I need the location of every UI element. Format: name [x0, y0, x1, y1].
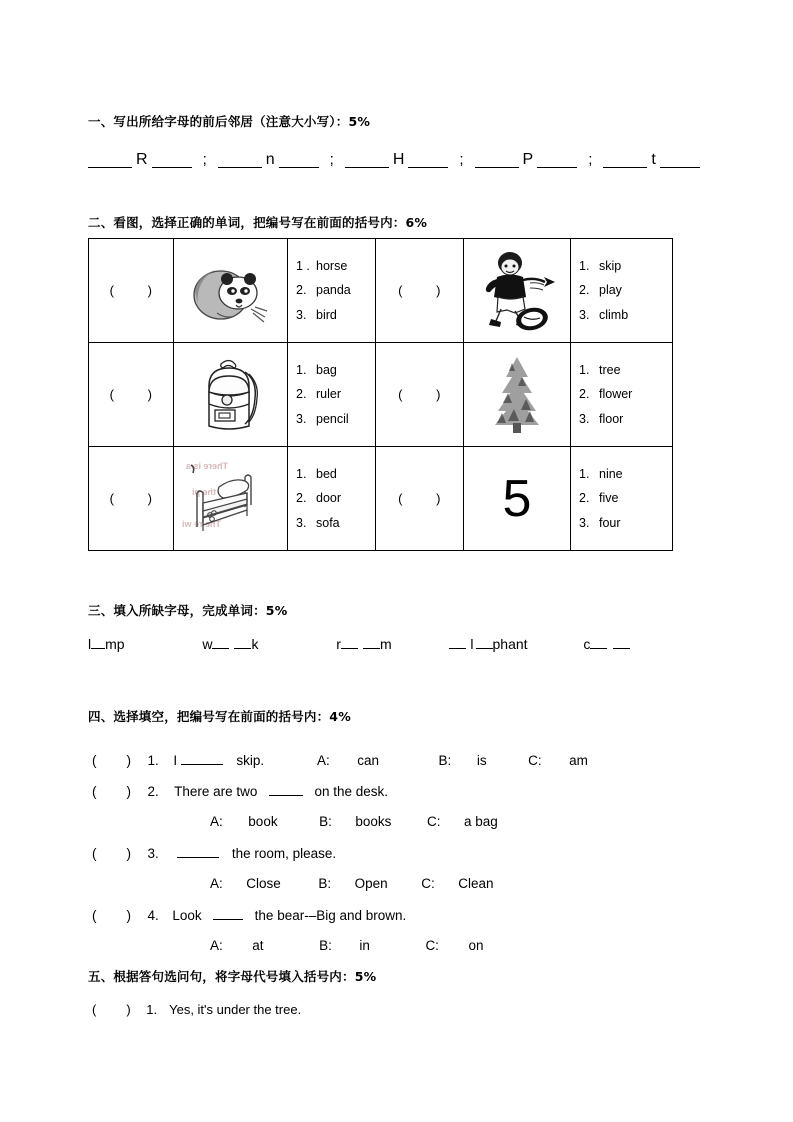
letter-blank	[476, 636, 493, 649]
question-stem-pre: There are two	[174, 784, 258, 799]
answer-paren[interactable]	[92, 784, 136, 799]
answer-paren-cell-4[interactable]	[376, 343, 464, 447]
word-blank-elephant[interactable]	[449, 636, 527, 652]
bed-icon	[183, 459, 279, 539]
mc-question-3	[92, 845, 336, 861]
option-number: 2.	[579, 387, 590, 402]
item-number: 1.	[146, 1002, 158, 1017]
word-prefix: c	[583, 636, 591, 652]
neighbour-group-4	[475, 152, 578, 168]
option-number: 1.	[296, 362, 307, 377]
option-number: 2.	[296, 491, 307, 506]
word-suffix: mp	[105, 636, 125, 652]
blank-after-letter-2	[279, 153, 319, 168]
neighbour-group-2	[218, 152, 319, 168]
blank-before-letter-1	[88, 153, 132, 168]
option-text[interactable]: book	[248, 814, 278, 829]
word-middle: l	[470, 636, 474, 652]
blank-after-letter-4	[537, 153, 577, 168]
option-word: sofa	[316, 515, 340, 530]
option-number: 2.	[579, 491, 590, 506]
picture-cell-schoolbag	[174, 343, 288, 447]
option-label: C:	[421, 876, 435, 891]
panda-icon	[181, 251, 281, 331]
option-number: 2.	[296, 387, 307, 402]
answer-paren-cell-1[interactable]	[89, 239, 174, 343]
question-number: 3.	[147, 846, 159, 861]
option-label: A:	[210, 938, 223, 953]
options-cell-4	[571, 343, 673, 447]
given-letter-4: P	[522, 151, 534, 168]
letter-blank	[341, 636, 358, 649]
paren-open: (	[92, 784, 97, 799]
word-suffix: k	[251, 636, 259, 652]
option-row[interactable]	[579, 254, 672, 278]
answer-blank	[177, 845, 219, 858]
letter-blank	[449, 636, 466, 649]
options-cell-5	[288, 447, 376, 551]
given-letter-1: R	[136, 151, 148, 168]
paren-open: (	[109, 491, 115, 506]
letter-blank	[363, 636, 380, 649]
question-number: 2.	[147, 784, 159, 799]
option-word: play	[599, 283, 622, 298]
word-blank-work[interactable]	[202, 636, 258, 652]
neighbour-group-1	[88, 152, 192, 168]
option-row[interactable]	[579, 303, 672, 327]
option-number: 1.	[296, 466, 307, 481]
option-number: 1.	[579, 258, 590, 273]
option-word: horse	[316, 258, 348, 273]
option-number: 2.	[296, 283, 307, 298]
blank-after-letter-3	[408, 153, 448, 168]
option-number: 3.	[579, 307, 590, 322]
paren-open: (	[92, 753, 97, 768]
option-row[interactable]	[296, 278, 375, 302]
section-5-item-1	[92, 1002, 301, 1017]
option-row[interactable]	[296, 303, 375, 327]
option-text[interactable]: can	[357, 753, 380, 768]
options-cell-1	[288, 239, 376, 343]
section-3-heading: 三、填入所缺字母，完成单词：5%	[88, 603, 288, 618]
blank-before-letter-4	[475, 153, 519, 168]
boy-playing-ball-image	[464, 241, 570, 341]
option-number: 3.	[579, 515, 590, 530]
given-letter-2: n	[265, 151, 275, 168]
options-cell-2	[571, 239, 673, 343]
option-text[interactable]: Close	[246, 876, 281, 891]
watermark-text-1: There is a	[186, 461, 229, 471]
watermark-text-2: the pi	[192, 487, 216, 497]
option-text[interactable]: Clean	[458, 876, 494, 891]
option-label: C:	[426, 814, 441, 829]
option-number: 3.	[296, 307, 307, 322]
letter-blank	[613, 636, 630, 649]
answer-paren-cell-5[interactable]	[89, 447, 174, 551]
option-row[interactable]	[296, 407, 375, 431]
option-row[interactable]	[296, 382, 375, 406]
question-number: 1.	[147, 753, 159, 768]
option-label: A:	[210, 814, 223, 829]
separator-1: ;	[202, 151, 207, 168]
letter-blank	[234, 636, 251, 649]
schoolbag-image	[174, 345, 287, 445]
paren-close: )	[147, 491, 153, 506]
bed-image	[174, 449, 287, 549]
paren-open: (	[398, 283, 403, 298]
option-number: 2.	[579, 283, 590, 298]
option-row[interactable]	[296, 462, 375, 486]
separator-4: ;	[588, 151, 593, 168]
paren-close: )	[436, 387, 441, 402]
schoolbag-icon	[183, 352, 278, 438]
option-text[interactable]: books	[355, 814, 392, 829]
options-cell-3	[288, 343, 376, 447]
option-row[interactable]	[579, 382, 672, 406]
option-row[interactable]	[296, 486, 375, 510]
paren-close: )	[126, 846, 131, 861]
given-letter-5: t	[651, 151, 656, 168]
option-word: five	[599, 491, 619, 506]
mc-question-3-options	[210, 876, 494, 891]
option-word: four	[599, 515, 621, 530]
blank-after-letter-5	[660, 153, 700, 168]
tree-image	[464, 345, 570, 445]
option-label: B:	[319, 938, 332, 953]
option-word: floor	[599, 411, 624, 426]
picture-cell-tree	[464, 343, 571, 447]
letter-blank	[91, 636, 105, 649]
option-label: B:	[319, 814, 332, 829]
word-suffix: phant	[492, 636, 528, 652]
blank-after-letter-1	[152, 153, 192, 168]
option-row[interactable]	[579, 407, 672, 431]
option-number: 3.	[296, 411, 307, 426]
question-stem-pre: Look	[172, 908, 202, 923]
option-number: 1.	[579, 362, 590, 377]
option-word: climb	[599, 307, 629, 322]
option-word: nine	[599, 466, 623, 481]
blank-before-letter-3	[345, 153, 389, 168]
letter-blank	[590, 636, 607, 649]
option-word: skip	[599, 258, 622, 273]
option-word: bird	[316, 307, 337, 322]
option-row[interactable]	[296, 511, 375, 535]
paren-close: )	[126, 753, 131, 768]
option-label: A:	[210, 876, 223, 891]
section-1-heading: 一、写出所给字母的前后邻居（注意大小写）：5%	[88, 114, 371, 129]
table-row	[89, 239, 673, 343]
item-text: Yes, it's under the tree.	[169, 1002, 302, 1017]
paren-close: )	[126, 1002, 131, 1017]
separator-3: ;	[459, 151, 464, 168]
option-row[interactable]	[579, 278, 672, 302]
picture-cell-bed	[174, 447, 288, 551]
picture-cell-panda	[174, 239, 288, 343]
paren-close: )	[147, 387, 153, 402]
picture-cell-boy-playing-ball	[464, 239, 571, 343]
paren-open: (	[92, 1002, 97, 1017]
paren-close: )	[126, 908, 131, 923]
option-row[interactable]	[579, 462, 672, 486]
paren-close: )	[147, 283, 153, 298]
paren-close: )	[126, 784, 131, 799]
word-prefix: r	[336, 636, 341, 652]
option-text[interactable]: is	[476, 753, 487, 768]
option-text[interactable]: a bag	[464, 814, 498, 829]
option-text[interactable]: in	[359, 938, 370, 953]
paren-open: (	[398, 387, 403, 402]
question-stem-post: the bear-–Big and brown.	[254, 908, 407, 923]
section-4-heading: 四、选择填空，把编号写在前面的括号内：4%	[88, 709, 351, 724]
paren-close: )	[436, 491, 441, 506]
picture-word-table	[88, 238, 673, 551]
paren-open: (	[109, 283, 115, 298]
boy-playing-ball-icon	[470, 249, 565, 333]
option-text[interactable]: am	[569, 753, 588, 768]
option-number: 3.	[296, 515, 307, 530]
digit-five-glyph: 5	[502, 469, 532, 528]
section-1-blanks-line	[88, 142, 688, 168]
options-cell-6	[571, 447, 673, 551]
section-2-heading: 二、看图，选择正确的单词，把编号写在前面的括号内：6%	[88, 215, 428, 230]
mc-question-4-options	[210, 938, 484, 953]
paren-open: (	[109, 387, 115, 402]
option-word: flower	[599, 387, 633, 402]
answer-paren-cell-3[interactable]	[89, 343, 174, 447]
option-row[interactable]	[579, 511, 672, 535]
question-stem-post: skip.	[236, 753, 265, 768]
question-stem-pre: I	[173, 753, 178, 768]
section-3-words-row	[88, 636, 688, 652]
letter-blank	[212, 636, 229, 649]
option-number: 3.	[579, 411, 590, 426]
option-label: B:	[318, 876, 332, 891]
option-label: C:	[528, 753, 542, 768]
question-stem-post: on the desk.	[314, 784, 388, 799]
option-word: bed	[316, 466, 337, 481]
option-word: bag	[316, 362, 337, 377]
option-row[interactable]	[296, 254, 375, 278]
answer-blank	[269, 783, 303, 796]
panda-image	[174, 241, 287, 341]
option-label: A:	[316, 753, 330, 768]
separator-2: ;	[329, 151, 334, 168]
answer-blank	[181, 752, 223, 765]
question-stem-post: the room, please.	[231, 846, 337, 861]
answer-blank	[213, 907, 243, 920]
option-row[interactable]	[296, 358, 375, 382]
answer-paren-cell-6[interactable]	[376, 447, 464, 551]
answer-paren-cell-2[interactable]	[376, 239, 464, 343]
given-letter-3: H	[392, 151, 405, 168]
mc-question-2-options	[210, 814, 498, 829]
paren-open: (	[92, 846, 97, 861]
option-word: ruler	[316, 387, 342, 402]
option-text[interactable]: Open	[354, 876, 388, 891]
option-number: 1.	[579, 466, 590, 481]
option-word: pencil	[316, 411, 349, 426]
word-prefix: w	[202, 636, 213, 652]
mc-question-4	[92, 907, 406, 923]
word-blank-room[interactable]	[336, 636, 391, 652]
answer-paren[interactable]	[92, 1002, 136, 1017]
word-prefix: l	[88, 636, 92, 652]
table-row	[89, 447, 673, 551]
word-blank-lamp[interactable]	[88, 636, 125, 652]
answer-paren[interactable]	[92, 846, 136, 861]
section-5-heading: 五、根据答句选问句，将字母代号填入括号内：5%	[88, 969, 377, 984]
option-word: door	[316, 491, 342, 506]
option-number: 1 .	[296, 258, 310, 273]
option-word: panda	[316, 283, 351, 298]
blank-before-letter-2	[218, 153, 262, 168]
answer-paren[interactable]	[92, 753, 136, 768]
tree-icon	[482, 353, 552, 437]
mc-question-2	[92, 783, 388, 799]
question-number: 4.	[147, 908, 159, 923]
blank-before-letter-5	[603, 153, 647, 168]
mc-question-1	[92, 752, 588, 768]
paren-open: (	[92, 908, 97, 923]
option-word: tree	[599, 362, 621, 377]
word-suffix: m	[379, 636, 392, 652]
neighbour-group-5	[603, 152, 699, 168]
table-row	[89, 343, 673, 447]
option-row[interactable]	[579, 358, 672, 382]
paren-open: (	[398, 491, 403, 506]
watermark-text-3: The re wi	[182, 519, 222, 529]
option-text[interactable]: on	[468, 938, 484, 953]
picture-cell-digit-five	[464, 447, 571, 551]
answer-paren[interactable]	[92, 908, 136, 923]
paren-close: )	[436, 283, 441, 298]
option-label: C:	[425, 938, 439, 953]
option-text[interactable]: at	[252, 938, 264, 953]
digit-five-image	[464, 449, 570, 549]
word-blank-cat[interactable]	[583, 636, 630, 652]
option-label: B:	[438, 753, 452, 768]
neighbour-group-3	[345, 152, 449, 168]
option-row[interactable]	[579, 486, 672, 510]
